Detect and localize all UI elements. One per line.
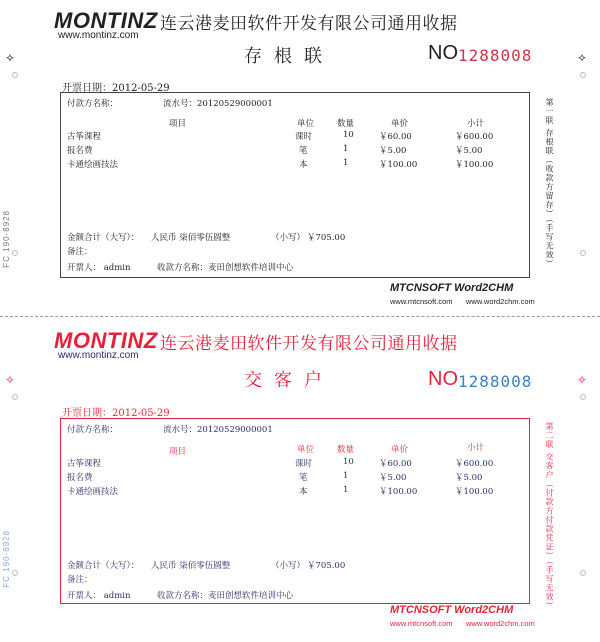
footer-brand: MTCNSOFT Word2CHM: [390, 282, 514, 294]
item-price: ￥5.00: [379, 146, 407, 156]
receipt-table: [60, 92, 530, 278]
serial-label: 流水号：20120529000001: [163, 425, 273, 435]
copy-note: 第二联 交客户（付款方付款凭证）（手写无效）: [545, 422, 554, 611]
item-subtotal: ￥600.00: [455, 459, 494, 469]
company-title: 连云港麦田软件开发有限公司通用收据: [160, 14, 458, 34]
receipt-customer: [0, 320, 600, 642]
item-name: 卡通绘画技法: [67, 160, 119, 170]
item-name: 报名费: [67, 473, 93, 483]
item-name: 古筝课程: [67, 459, 102, 469]
header-price: 单价: [391, 445, 409, 455]
item-unit: 课时: [295, 132, 313, 142]
brand-website: www.montinz.com: [58, 30, 139, 41]
number-label: NO: [428, 368, 458, 390]
part-title: 交客户: [244, 370, 334, 391]
header-qty: 数量: [337, 119, 355, 129]
item-price: ￥60.00: [379, 132, 412, 142]
footer-website-right: www.word2chm.com: [466, 297, 535, 306]
sprocket-hole: [12, 72, 18, 78]
item-qty: 1: [343, 158, 349, 168]
form-code: FC 190-8928: [2, 530, 11, 588]
header-qty: 数量: [337, 445, 355, 455]
item-qty: 1: [343, 485, 349, 495]
item-name: 卡通绘画技法: [67, 487, 119, 497]
item-name: 古筝课程: [67, 132, 102, 142]
total-label: 金额合计（大写）：: [67, 233, 140, 243]
issue-date-label: 开票日期：2012-05-29: [62, 83, 170, 94]
payer-label: 付款方名称：: [67, 99, 119, 109]
item-price: ￥5.00: [379, 473, 407, 483]
item-subtotal: ￥100.00: [455, 487, 494, 497]
receipt-stub: [0, 0, 600, 318]
item-qty: 1: [343, 144, 349, 154]
registration-mark-icon: ⟡: [578, 50, 586, 64]
header-price: 单价: [391, 119, 409, 129]
registration-mark-icon: ⟡: [578, 372, 586, 386]
serial-label: 流水号：20120529000001: [163, 99, 273, 109]
item-subtotal: ￥5.00: [455, 146, 483, 156]
header-unit: 单位: [297, 119, 315, 129]
item-name: 报名费: [67, 146, 93, 156]
copy-note: 第一联 存根联（收款方留存）（手写无效）: [545, 98, 554, 269]
sprocket-hole: [12, 570, 18, 576]
sprocket-hole: [580, 72, 586, 78]
header-item: 项目: [169, 119, 187, 129]
sprocket-hole: [12, 394, 18, 400]
registration-mark-icon: ⟡: [6, 50, 14, 64]
part-title: 存根联: [244, 46, 334, 67]
payee-label: 收款方名称：麦田创想软件培训中心: [157, 263, 294, 273]
registration-mark-icon: ⟡: [6, 372, 14, 386]
item-unit: 笔: [299, 146, 308, 156]
item-subtotal: ￥100.00: [455, 160, 494, 170]
item-subtotal: ￥5.00: [455, 473, 483, 483]
brand-website: www.montinz.com: [58, 350, 139, 361]
receipt-number: 1288008: [458, 46, 533, 65]
sprocket-hole: [580, 570, 586, 576]
remark-label: 备注：: [67, 575, 93, 585]
total-small-label: （小写）: [271, 233, 306, 243]
issuer-label: 开票人： admin: [67, 263, 131, 273]
header-subtotal: 小计: [467, 119, 485, 129]
company-title: 连云港麦田软件开发有限公司通用收据: [160, 334, 458, 354]
item-subtotal: ￥600.00: [455, 132, 494, 142]
sprocket-hole: [580, 250, 586, 256]
item-qty: 1: [343, 471, 349, 481]
payee-label: 收款方名称：麦田创想软件培训中心: [157, 591, 294, 601]
brand-logo: MONTINZ: [54, 8, 158, 33]
item-unit: 本: [299, 487, 308, 497]
total-small: ￥705.00: [307, 233, 346, 243]
item-qty: 10: [343, 130, 354, 140]
issuer-label: 开票人： admin: [67, 591, 131, 601]
number-label: NO: [428, 42, 458, 64]
payer-label: 付款方名称：: [67, 425, 119, 435]
item-price: ￥100.00: [379, 160, 418, 170]
header-unit: 单位: [297, 445, 315, 455]
issue-date-label: 开票日期：2012-05-29: [62, 408, 170, 419]
remark-label: 备注：: [67, 247, 93, 257]
total-small-label: （小写）: [271, 561, 306, 571]
perforation-line: [0, 316, 600, 317]
total-small: ￥705.00: [307, 561, 346, 571]
receipt-number: 1288008: [458, 372, 533, 391]
total-label: 金额合计（大写）：: [67, 561, 140, 571]
item-unit: 笔: [299, 473, 308, 483]
item-qty: 10: [343, 457, 354, 467]
brand-logo: MONTINZ: [54, 328, 158, 353]
item-unit: 课时: [295, 459, 313, 469]
item-price: ￥100.00: [379, 487, 418, 497]
footer-website-left: www.mtcnsoft.com: [390, 619, 453, 628]
header-subtotal: 小计: [467, 443, 485, 453]
total-words: 人民币 柒佰零伍圆整: [151, 233, 231, 243]
item-price: ￥60.00: [379, 459, 412, 469]
footer-website-left: www.mtcnsoft.com: [390, 297, 453, 306]
sprocket-hole: [580, 394, 586, 400]
footer-brand: MTCNSOFT Word2CHM: [390, 604, 514, 616]
form-code: FC 190-8928: [2, 210, 11, 268]
sprocket-hole: [12, 250, 18, 256]
footer-website-right: www.word2chm.com: [466, 619, 535, 628]
header-item: 项目: [169, 447, 187, 457]
item-unit: 本: [299, 160, 308, 170]
total-words: 人民币 柒佰零伍圆整: [151, 561, 231, 571]
receipt-table: [60, 418, 530, 604]
